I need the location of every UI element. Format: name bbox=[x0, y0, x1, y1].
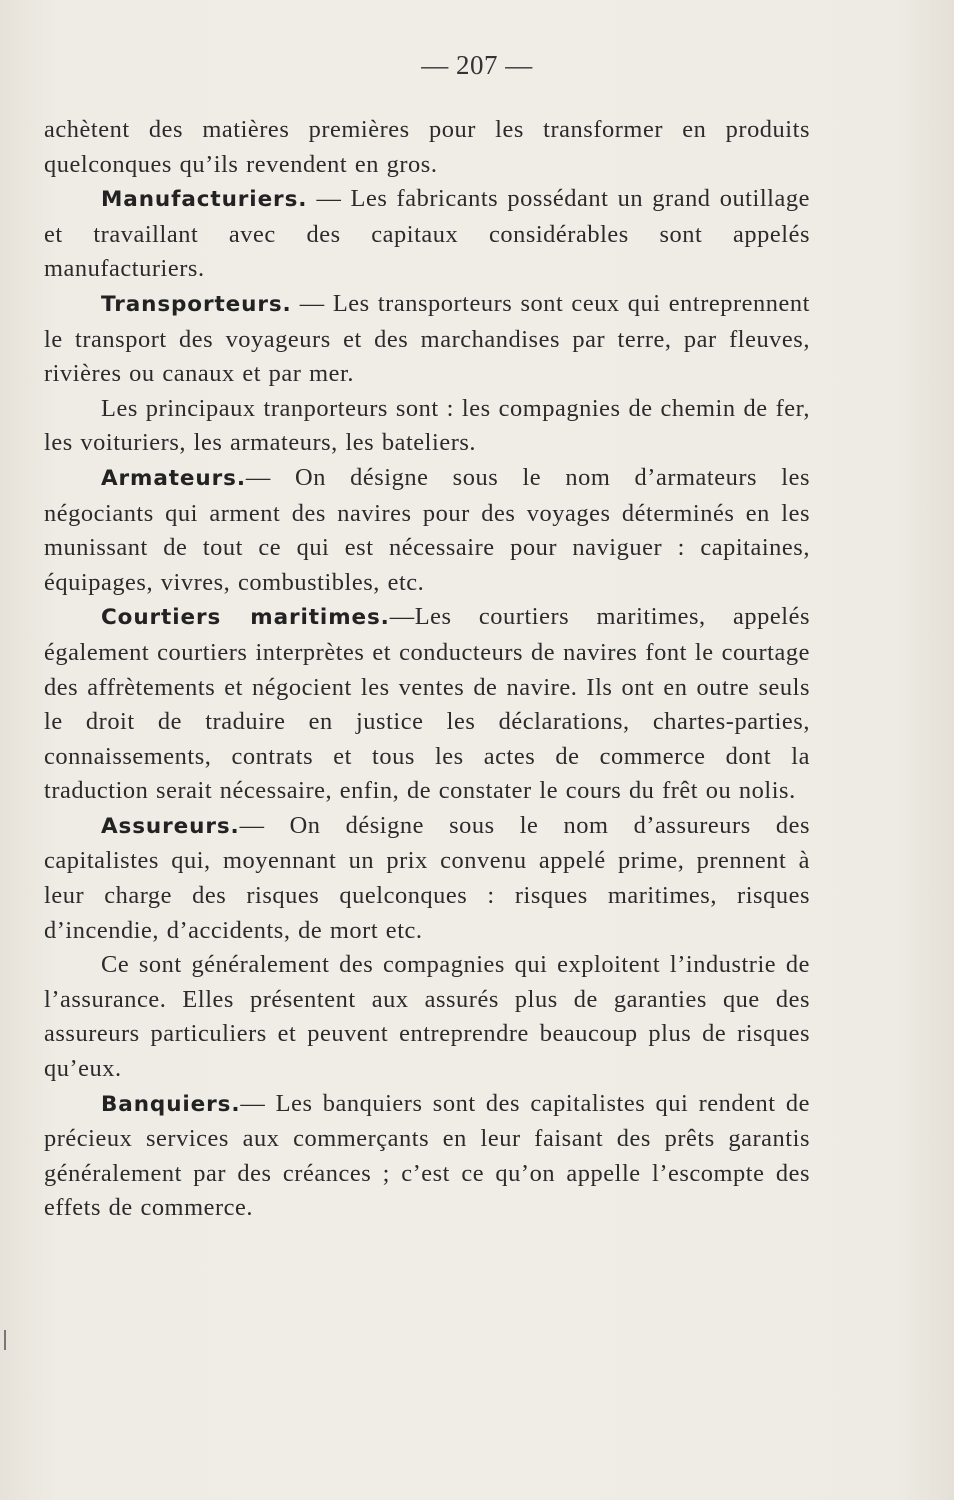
term-manufacturiers: Manufacturiers. bbox=[101, 187, 308, 213]
page-number: — 207 — bbox=[421, 50, 533, 80]
paragraph-text: — On désigne sous le nom d’assureurs des capitalistes qui, moyennant un prix convenu appelé prime, prennent à leur charge des risques quelconques : risques maritimes, risques d’incendie, d’accidents, de mort etc. bbox=[44, 811, 810, 944]
paragraph-manufacturiers bbox=[44, 182, 810, 287]
term-transporteurs: Transporteurs. bbox=[101, 291, 292, 317]
paragraph-text: achètent des matières premières pour les transformer en produits quelconques qu’ils revendent en gros. bbox=[44, 116, 810, 178]
paragraph-text: — Les fabricants possédant un grand outillage et travaillant avec des capitaux considérables sont appelés manufacturiers. bbox=[44, 185, 810, 283]
paragraph-compagnies-assurance bbox=[44, 948, 810, 1086]
paragraph-banquiers bbox=[44, 1087, 810, 1226]
term-assureurs: Assureurs. bbox=[101, 813, 240, 839]
paragraph-text: —Les courtiers maritimes, appelés également courtiers interprètes et conducteurs de navires font le courtage des affrètements et négocient les ventes de navire. Ils ont en outre seuls le droit de traduire en justice les déclarations, chartes-parties, connaissements, contrats et tous les actes de commerce dont la traduction serait nécessaire, enfin, de constater le cours du frêt ou nolis. bbox=[44, 603, 810, 805]
paragraph-text: — On désigne sous le nom d’armateurs les négociants qui arment des navires pour des voyages déterminés en les munissant de tout ce qui est nécessaire pour naviguer : capitaines, équipages, vivres, combustibles, etc. bbox=[44, 463, 810, 596]
term-armateurs: Armateurs. bbox=[101, 465, 246, 491]
paragraph-transporteurs bbox=[44, 287, 810, 392]
paragraph-text: — Les banquiers sont des capitalistes qui rendent de précieux services aux commerçants en leur faisant des prêts garantis généralement par des créances ; c’est ce qu’on appelle l’escompte des effets de commerce. bbox=[44, 1089, 810, 1222]
paragraph-text: — Les transporteurs sont ceux qui entreprennent le transport des voyageurs et des marchandises par terre, par fleuves, rivières ou canaux et par mer. bbox=[44, 289, 810, 388]
body-text bbox=[44, 113, 810, 1226]
paragraph-assureurs bbox=[44, 809, 810, 948]
paragraph-principaux-transporteurs bbox=[44, 392, 810, 461]
margin-mark bbox=[4, 1330, 6, 1350]
paragraph-text: Les principaux tranporteurs sont : les compagnies de chemin de fer, les voituriers, les armateurs, les bateliers. bbox=[44, 394, 810, 457]
paragraph-continuation bbox=[44, 113, 810, 182]
paragraph-courtiers-maritimes bbox=[44, 600, 810, 809]
paragraph-armateurs bbox=[44, 461, 810, 600]
paragraph-text: Ce sont généralement des compagnies qui exploitent l’industrie de l’assurance. Elles présentent aux assurés plus de garanties que des assureurs particuliers et peuvent entreprendre beaucoup plus de risques qu’eux. bbox=[44, 951, 810, 1083]
term-courtiers-maritimes: Courtiers maritimes. bbox=[101, 605, 390, 631]
term-banquiers: Banquiers. bbox=[101, 1091, 241, 1117]
